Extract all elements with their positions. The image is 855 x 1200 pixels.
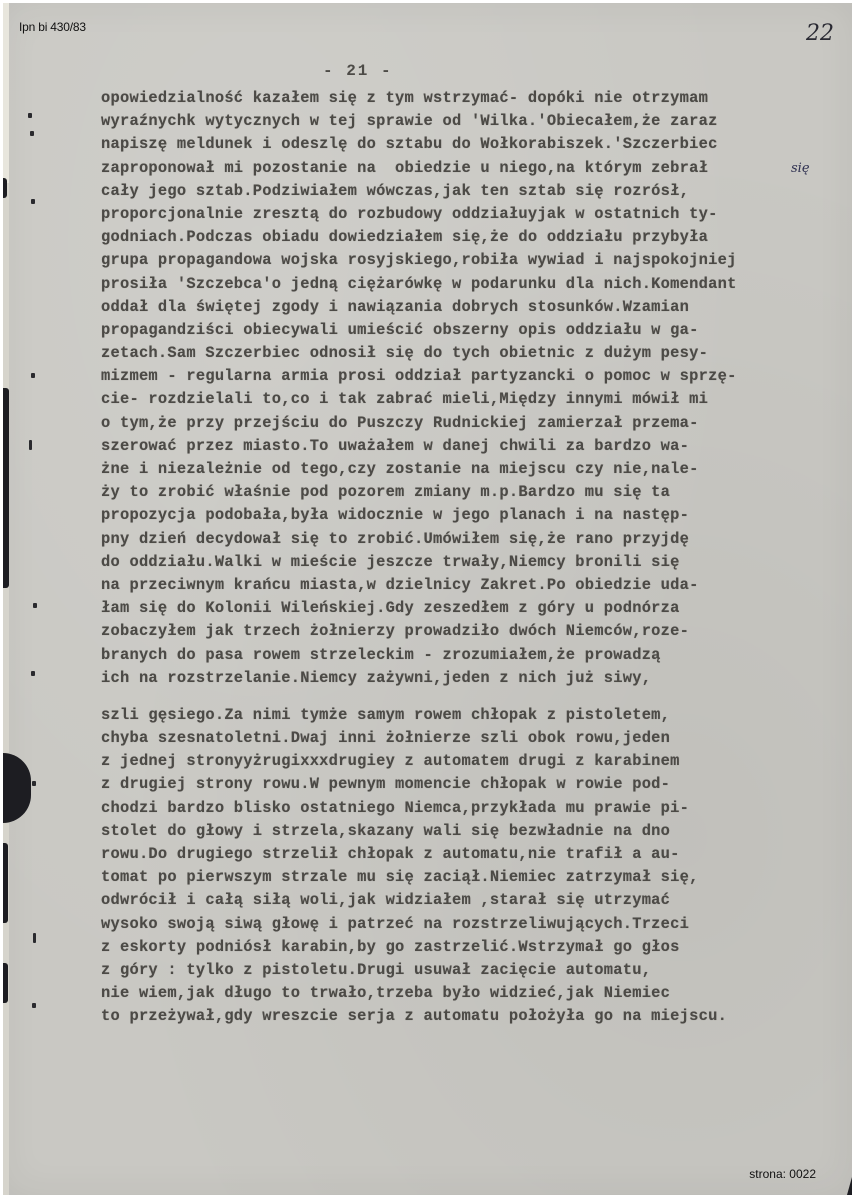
text-line: oddał dla świętej zgody i nawiązania dobrych stosunków.Wzamian — [101, 297, 690, 316]
text-line: branych do pasa rowem strzeleckim - zrozumiałem,że prowadzą — [101, 645, 661, 664]
punch-mark — [31, 373, 35, 378]
text-line: pny dzień decydował się to zrobić.Umówiłem się,że rano przyjdę — [101, 529, 690, 548]
text-line: szli gęsiego.Za nimi tymże samym rowem chłopak z pistoletem, — [101, 705, 671, 724]
text-line: z eskorty podniósł karabin,by go zastrzelić.Wstrzymał go głos — [101, 937, 680, 956]
text-line: szerować przez miasto.To uważałem w danej chwili za bardzo wa- — [101, 436, 690, 455]
text-line: na przeciwnym krańcu miasta,w dzielnicy Zakret.Po obiedzie uda- — [101, 575, 699, 594]
text-line: chyba szesnatoletni.Dwaj inni żołnierze szli obok rowu,jeden — [101, 729, 671, 748]
typewritten-body — [101, 87, 821, 1029]
punch-mark — [33, 603, 37, 608]
text-line: żne i niezależnie od tego,czy zostanie na miejscu czy nie,nale- — [101, 460, 699, 478]
corner-mark — [847, 1177, 852, 1195]
binding-shadow — [3, 843, 8, 923]
typed-page-number: - 21 - — [323, 62, 393, 80]
punch-mark — [31, 199, 35, 204]
text-line: wysoko swoją siwą głowę i patrzeć na rozstrzeliwujących.Trzeci — [101, 914, 690, 933]
text-line: zaproponował mi pozostanie na obiedzie u niego,na którym zebrał — [101, 158, 709, 177]
archive-reference: Ipn bi 430/83 — [19, 20, 86, 34]
text-line: tomat po pierwszym strzale mu się zaciął.Niemiec zatrzymał się, — [101, 868, 699, 887]
punch-mark — [28, 113, 32, 118]
text-line: o tym,że przy przejściu do Puszczy Rudnickiej zamierzał przema- — [101, 413, 699, 432]
folio-number: 22 — [806, 21, 834, 46]
text-line: napiszę meldunek i odeszlę do sztabu do Wołkorabiszek.'Szczerbiec — [101, 135, 718, 154]
text-line: proporcjonalnie zresztą do rozbudowy oddziałuyjak w ostatnich ty- — [101, 204, 718, 223]
text-line: cały jego sztab.Podziwiałem wówczas,jak ten sztab się rozrósł, — [101, 181, 690, 200]
text-line: stolet do głowy i strzela,skazany wali się bezwładnie na dno — [101, 821, 671, 840]
text-line: to przeżywał,gdy wreszcie serja z automatu położyła go na miejscu. — [101, 1007, 728, 1026]
text-line: cie- rozdzielali to,co i tak zabrać mieli,Między innymi mówił mi — [101, 390, 709, 409]
page-label: strona: 0022 — [749, 1167, 816, 1181]
text-line: zobaczyłem jak trzech żołnierzy prowadziło dwóch Niemców,roze- — [101, 622, 690, 641]
text-line: propozycja podobała,była widocznie w jego planach i na następ- — [101, 506, 690, 525]
text-line: opowiedzialność kazałem się z tym wstrzymać- dopóki nie otrzymam — [101, 89, 709, 107]
binding-shadow — [3, 388, 9, 588]
text-line: wyraźnychk wytycznych w tej sprawie od 'Wilka.'Obiecałem,że zaraz — [101, 112, 718, 131]
scanned-document-page — [3, 3, 852, 1195]
text-line: zetach.Sam Szczerbiec odnosił się do tych obietnic z dużym pesy- — [101, 344, 709, 363]
text-line: propagandziści obiecywali umieścić obszerny opis oddziału w ga- — [101, 320, 699, 339]
text-line: prosiła 'Szczebca'o jedną ciężarówkę w podarunku dla nich.Komendant — [101, 274, 737, 293]
text-line: z góry : tylko z pistoletu.Drugi usuwał zacięcie automatu, — [101, 960, 652, 979]
punch-mark — [29, 440, 32, 450]
binding-shadow — [3, 178, 7, 198]
text-line: chodzi bardzo blisko ostatniego Niemca,przykłada mu prawie pi- — [101, 798, 690, 817]
text-line: ich na rozstrzelanie.Niemcy zażywni,jeden z nich już siwy, — [101, 668, 652, 687]
text-line: nie wiem,jak długo to trwało,trzeba było widzieć,jak Niemiec — [101, 984, 671, 1003]
punch-mark — [32, 781, 36, 786]
text-line: grupa propagandowa wojska rosyjskiego,robiła wywiad i najspokojniej — [101, 251, 737, 270]
punch-mark — [31, 671, 35, 676]
text-line: do oddziału.Walki w mieście jeszcze trwały,Niemcy bronili się — [101, 552, 680, 571]
text-line: godniach.Podczas obiadu dowiedziałem się,że do oddziału przybyła — [101, 228, 709, 247]
text-line: łam się do Kolonii Wileńskiej.Gdy zeszedłem z góry u podnórza — [101, 599, 680, 618]
text-line: z jednej stronyyżrugixxxdrugiey z automatem drugi z karabinem — [101, 752, 680, 771]
punch-mark — [30, 131, 34, 136]
text-line: ży to zrobić właśnie pod pozorem zmiany m.p.Bardzo mu się ta — [101, 483, 671, 502]
text-line: mizmem - regularna armia prosi oddział partyzancki o pomoc w sprzę- — [101, 367, 737, 386]
handwritten-annotation: się — [791, 161, 810, 176]
binding-shadow — [3, 963, 8, 1003]
punch-mark — [33, 933, 36, 943]
text-line: z drugiej strony rowu.W pewnym momencie chłopak w rowie pod- — [101, 775, 671, 794]
binding-shadow — [3, 753, 31, 823]
text-line: rowu.Do drugiego strzelił chłopak z automatu,nie trafił a au- — [101, 845, 680, 863]
text-line: odwrócił i całą siłą woli,jak widziałem ,starał się utrzymać — [101, 891, 671, 910]
punch-mark — [32, 1003, 36, 1008]
